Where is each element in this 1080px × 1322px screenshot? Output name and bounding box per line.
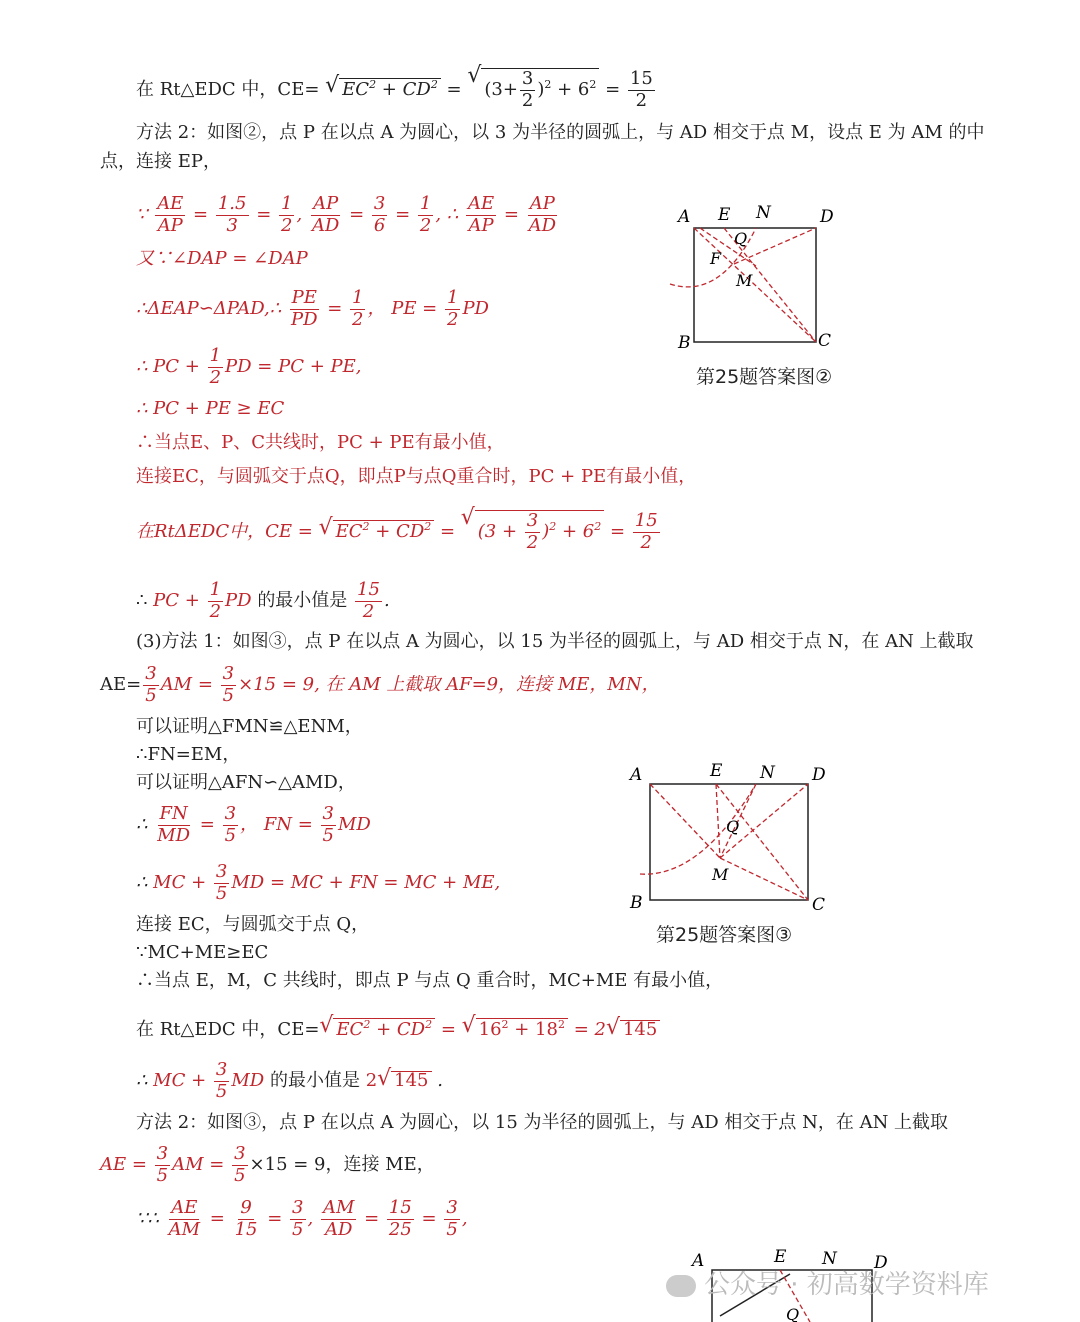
fig3-label-b: B: [630, 893, 643, 913]
pc-ineq: ∴ PC + PE ≥ EC: [136, 398, 285, 419]
fig3-line-ec: [716, 784, 808, 900]
fig2-label-m: M: [736, 271, 753, 290]
min-value-1: ∴ PC + $\frac{1}{2}$ PD 的最小值是 $\frac{15}{2}$ .: [136, 579, 390, 622]
method3-text: (3)方法 1：如图③，点 P 在以点 A 为圆心，以 15 为半径的圆弧上，与 AD 相交于点 N，在 AN 上截取: [136, 631, 974, 652]
fig3-caption: 第25题答案图③: [656, 924, 793, 946]
fig3-line-am: [650, 784, 720, 858]
proof-4: 连接 EC，与圆弧交于点 Q，: [136, 914, 370, 935]
angle-eq: 又∵∠DAP = ∠DAP: [136, 248, 308, 269]
fig2-label-d: D: [820, 207, 834, 227]
ratio-ae: ∵∴ $\frac{AE}{AM}$ = $\frac{9}{15}$ = $\frac{3}{5}$ , $\frac{AM}{AD}$ = $\frac{15}{25}$ = $\frac{3}{5}$ ,: [136, 1197, 468, 1240]
fig2-label-a: A: [678, 207, 691, 227]
fig4-label-q: Q: [786, 1305, 800, 1322]
proof-3: 可以证明△AFN∽△AMD，: [136, 772, 356, 793]
fig2-label-n: N: [756, 203, 771, 223]
fig3-label-q: Q: [726, 817, 740, 836]
fig3-label-m: M: [712, 865, 729, 884]
ratio-eq: ∵ $\frac{AE}{AP}$ = $\frac{1.5}{3}$ = $\frac{1}{2}$ , $\frac{AP}{AD}$ = $\frac{3}{6}$ = $\frac{1}{2}$ , ∴ $\frac{AE}{AP}$ = $\frac{AP}{AD}$: [136, 193, 557, 236]
similar-eq: ∴ΔEAP∽ΔPAD,∴ $\frac{PE}{PD}$ = $\frac{1}{2}$ ， PE = $\frac{1}{2}$ PD: [136, 287, 489, 330]
fig2-line-ac: [694, 228, 816, 342]
figure-2: [660, 200, 850, 360]
fig3-line-em: [716, 784, 720, 858]
wechat-icon: [666, 1275, 696, 1297]
method3-text-b: AE= $\frac{3}{5}$ AM = $\frac{3}{5}$ ×15 = 9, 在 AM 上截取 AF=9，连接 ME，MN，: [100, 663, 660, 706]
proof-5: ∵MC+ME≥EC: [136, 942, 269, 963]
watermark: 公众号 · 初高数学资料库: [666, 1264, 989, 1301]
pc-eq: ∴ PC + $\frac{1}{2}$ PD = PC + PE,: [136, 345, 362, 388]
ratio-fn: ∴ $\frac{FN}{MD}$ = $\frac{3}{5}$ ， FN = $\frac{3}{5}$ MD: [136, 803, 371, 846]
rt-eq-red: 在RtΔEDC中，CE = √ $EC^2 + CD^2$ = √ (3 + $\frac{3}{2}$ )$^2 + 6^2$ = $\frac{15}{2}$: [136, 510, 662, 553]
fig2-line-ap: [700, 228, 756, 266]
fig4-label-n: N: [822, 1249, 837, 1269]
collinear-text: ∴当点E、P、C共线时，PC + PE有最小值，: [136, 432, 505, 453]
fig2-caption: 第25题答案图②: [696, 366, 833, 388]
text-l1: 在 Rt△EDC 中，CE=: [136, 79, 320, 101]
mc-eq: ∴ MC + $\frac{3}{5}$ MD = MC + FN = MC + ME,: [136, 861, 501, 904]
fig3-rect: [650, 784, 808, 900]
fig3-label-n: N: [760, 763, 775, 783]
fig4-label-e: E: [774, 1247, 787, 1267]
proof-7: 在 Rt△EDC 中，CE=√ $EC^2 + CD^2$ = √ $16^2 + 18^2 = 2√$ 145: [136, 1018, 660, 1039]
proof-6: ∴当点 E，M，C 共线时，即点 P 与点 Q 重合时，MC+ME 有最小值，: [136, 970, 724, 991]
connect-text: 连接EC，与圆弧交于点Q，即点P与点Q重合时，PC + PE有最小值，: [136, 466, 697, 487]
fig3-label-d: D: [812, 765, 826, 785]
fig2-label-b: B: [678, 333, 691, 353]
fig2-label-q: Q: [734, 229, 748, 248]
fig4-label-d: D: [874, 1253, 888, 1273]
fig3-label-a: A: [630, 765, 643, 785]
method4-text-b: AE = $\frac{3}{5}$ AM = $\frac{3}{5}$ ×15 = 9，连接 ME，: [100, 1143, 435, 1186]
fig3-label-c: C: [812, 895, 826, 915]
fig4-label-a: A: [692, 1251, 705, 1271]
min-value-2: ∴ MC + $\frac{3}{5}$ MD 的最小值是 2√ 145 .: [136, 1060, 443, 1102]
proof-2: ∴FN=EM，: [136, 744, 241, 765]
method2-text: 方法 2：如图②，点 P 在以点 A 为圆心，以 3 为半径的圆弧上，与 AD 相交于点 M，设点 E 为 AM 的中: [136, 122, 985, 143]
fig3-label-e: E: [710, 761, 723, 781]
eq-ce-1: 在 Rt△EDC 中，CE= √ $EC^2 + CD^2$ = √ (3+ $\frac{3}{2}$ )$^2 + 6^2$ = $\frac{15}{2}$: [136, 68, 657, 111]
figure-3: [620, 760, 840, 915]
fig3-line-mc: [720, 858, 808, 900]
method4-text: 方法 2：如图③，点 P 在以点 A 为圆心，以 15 为半径的圆弧上，与 AD 相交于点 N，在 AN 上截取: [136, 1112, 949, 1133]
fig2-label-e: E: [718, 205, 731, 225]
fig2-label-c: C: [818, 331, 832, 351]
method2-text-b: 点，连接 EP，: [100, 151, 221, 172]
proof-1: 可以证明△FMN≌△ENM，: [136, 716, 363, 737]
fig2-label-f: F: [710, 249, 722, 268]
